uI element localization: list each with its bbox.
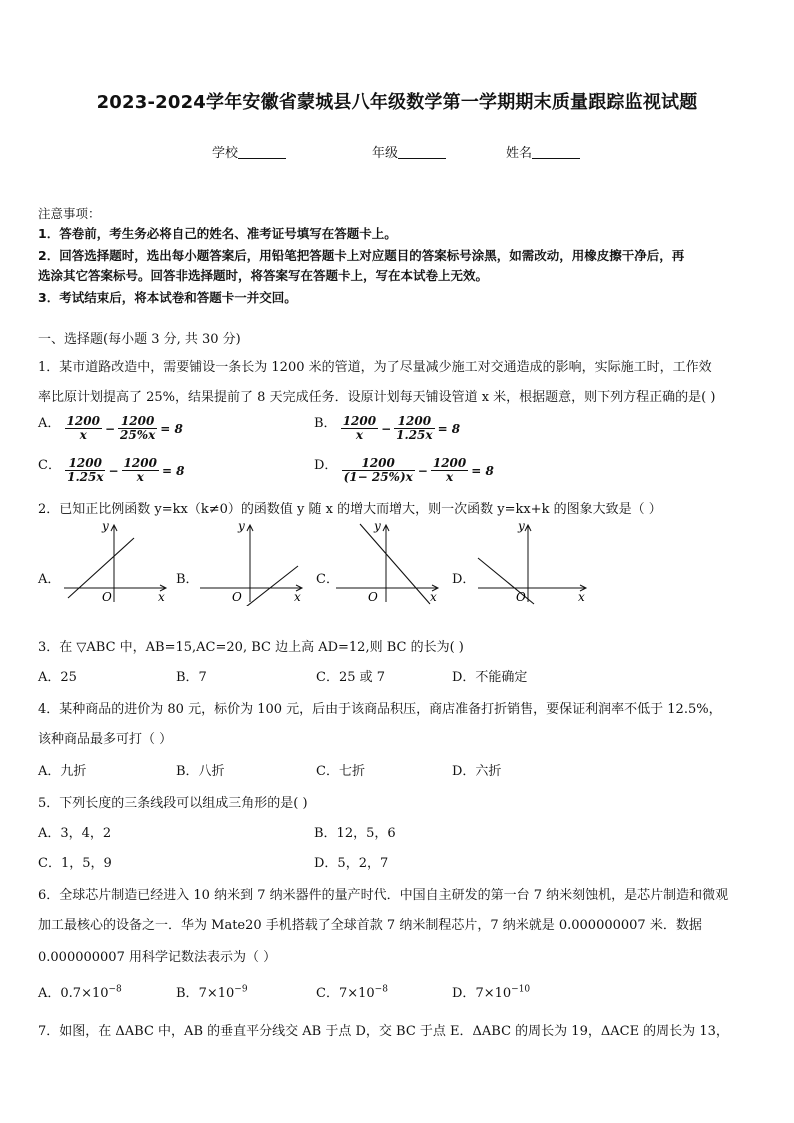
q6-option-d: D．$7\times 10^{-10}$	[452, 984, 531, 1001]
q4-line-1: 4．某种商品的进价为 80 元，标价为 100 元，后由于该商品积压，商店准备打折销售，要保证利润率不低于 12.5%，	[38, 702, 722, 717]
notice-item-3: 3．考试结束后，将本试卷和答题卡一并交回。	[38, 290, 297, 305]
q2-graph-a	[60, 518, 172, 606]
q4-line-2: 该种商品最多可打（ ）	[38, 732, 173, 747]
svg-text:O: O	[232, 590, 242, 604]
q6-line-1: 6．全球芯片制造已经进入 10 纳米到 7 纳米器件的量产时代．中国自主研发的第一台 7 纳米刻蚀机，是芯片制造和微观	[38, 888, 729, 903]
q4-option-a: A．九折	[38, 764, 87, 779]
svg-text:O: O	[516, 590, 526, 604]
q3-option-a: A．25	[38, 670, 77, 685]
q1-option-a: A． $\frac{1200}{x}$ − $\frac{1200}{25\%x}$ = 8	[38, 414, 183, 442]
svg-text:y: y	[238, 519, 245, 533]
svg-text:x: x	[578, 590, 585, 604]
q6-option-a: A．$0.7\times 10^{-8}$	[38, 984, 122, 1001]
q2-label-c: C．	[316, 572, 339, 587]
q2-graph-b	[196, 518, 308, 606]
q1-option-b: B． $\frac{1200}{x}$ − $\frac{1200}{1.25x}$ = 8	[314, 414, 461, 442]
q7-text: 7．如图，在 ΔABC 中，AB 的垂直平分线交 AB 于点 D，交 BC 于点 E．ΔABC 的周长为 19，ΔACE 的周长为 13，	[38, 1024, 729, 1039]
q5-option-d: D．5，2，7	[314, 856, 389, 871]
q6-option-b: B．$7\times 10^{-9}$	[176, 984, 248, 1001]
q5-option-c: C．1，5，9	[38, 856, 112, 871]
q3-option-d: D．不能确定	[452, 670, 528, 685]
q6-line-2: 加工最核心的设备之一．华为 Mate20 手机搭载了全球首款 7 纳米制程芯片，7 纳米就是 0.000000007 米．数据	[38, 918, 702, 933]
svg-text:x: x	[158, 590, 165, 604]
q3-text: 3．在 ▽ABC 中，AB=15,AC=20, BC 边上高 AD=12,则 BC 的长为( )	[38, 640, 464, 655]
notice-heading: 注意事项：	[38, 206, 101, 221]
notice-item-1: 1．答卷前，考生务必将自己的姓名、准考证号填写在答题卡上。	[38, 226, 397, 241]
svg-text:y: y	[102, 519, 109, 533]
q2-text: 2．已知正比例函数 y=kx（k≠0）的函数值 y 随 x 的增大而增大，则一次函数 y=kx+k 的图象大致是（ ）	[38, 502, 662, 517]
grade-field: 年级	[372, 142, 446, 161]
q5-text: 5．下列长度的三条线段可以组成三角形的是( )	[38, 796, 308, 811]
q4-option-d: D．六折	[452, 764, 502, 779]
q2-label-b: B．	[176, 572, 199, 587]
name-field: 姓名	[506, 142, 580, 161]
q4-option-c: C．七折	[316, 764, 365, 779]
q2-graph-d	[474, 518, 592, 606]
notice-item-2-cont: 选涂其它答案标号。回答非选择题时，将答案写在答题卡上，写在本试卷上无效。	[38, 268, 489, 283]
q2-label-d: D．	[452, 572, 476, 587]
svg-text:O: O	[368, 590, 378, 604]
svg-text:x: x	[430, 590, 437, 604]
svg-text:x: x	[294, 590, 301, 604]
q1-line-1: 1．某市道路改造中，需要铺设一条长为 1200 米的管道，为了尽量减少施工对交通造成的影响，实际施工时，工作效	[38, 360, 712, 375]
q5-option-b: B．12，5，6	[314, 826, 396, 841]
svg-text:O: O	[102, 590, 112, 604]
svg-text:y: y	[374, 519, 381, 533]
notice-item-2: 2．回答选择题时，选出每小题答案后，用铅笔把答题卡上对应题目的答案标号涂黑，如需改动，用橡皮擦干净后，再	[38, 248, 685, 263]
q3-option-c: C．25 或 7	[316, 670, 386, 685]
q1-line-2: 率比原计划提高了 25%，结果提前了 8 天完成任务．设原计划每天铺设管道 x 米，根据题意，则下列方程正确的是( )	[38, 390, 716, 405]
q1-option-c: C． $\frac{1200}{1.25x}$ − $\frac{1200}{x}$ = 8	[38, 456, 185, 484]
q6-line-3: 0.000000007 用科学记数法表示为（ ）	[38, 950, 277, 965]
q6-option-c: C．$7\times 10^{-8}$	[316, 984, 388, 1001]
q1-option-d: D． $\frac{1200}{(1- 25\%)x}$ − $\frac{1200}{x}$ = 8	[314, 456, 494, 484]
school-field: 学校	[212, 142, 286, 161]
q2-graph-c	[332, 518, 444, 606]
q2-label-a: A．	[38, 572, 61, 587]
section-heading: 一、选择题(每小题 3 分, 共 30 分)	[38, 332, 241, 347]
page-title: 2023-2024学年安徽省蒙城县八年级数学第一学期期末质量跟踪监视试题	[96, 92, 698, 113]
svg-text:y: y	[518, 519, 525, 533]
q4-option-b: B．八折	[176, 764, 225, 779]
q3-option-b: B．7	[176, 670, 207, 685]
q5-option-a: A．3，4，2	[38, 826, 112, 841]
